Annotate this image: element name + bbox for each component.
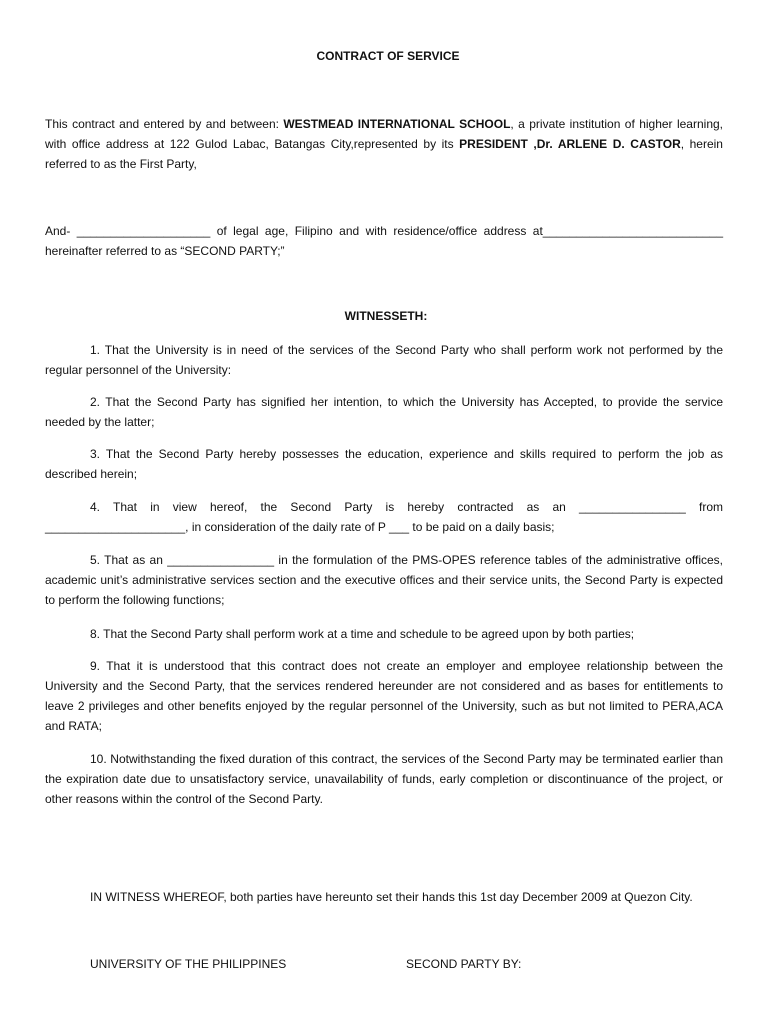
witnesseth-heading: WITNESSETH: xyxy=(344,309,428,323)
clause-1: 1. That the University is in need of the services of the Second Party who shall perform work not performed by the regular personnel of the University: xyxy=(45,343,723,377)
clause-3: 3. That the Second Party hereby possesses the education, experience and skills required to perform the job as described herein; xyxy=(45,447,723,481)
intro-paragraph xyxy=(45,114,723,174)
signature-right-label: SECOND PARTY BY: xyxy=(406,957,522,971)
clause-9: 9. That it is understood that this contract does not create an employer and employee relationship between the University and the Second Party, that the services rendered hereunder are not considered and as bases for entitlements to leave 2 privileges and other benefits enjoyed by the regular personnel of the University, such as but not limited to PERA,ACA and RATA; xyxy=(45,659,723,733)
school-name: WESTMEAD INTERNATIONAL SCHOOL xyxy=(283,117,511,131)
intro-text-1: This contract and entered by and between: xyxy=(45,117,284,131)
clause-2: 2. That the Second Party has signified her intention, to which the University has Accepted, to provide the service needed by the latter; xyxy=(45,395,723,429)
clause-10: 10. Notwithstanding the fixed duration of this contract, the services of the Second Party may be terminated earlier than the expiration date due to unsatisfactory service, unavailability of funds, early completion or discontinuance of the project, or other reasons within the control of the Second Party. xyxy=(45,752,723,806)
clause-5: 5. That as an ________________ in the formulation of the PMS-OPES reference tables of the administrative offices, academic unit’s administrative services section and the executive offices and their service units, the Second Party is expected to perform the following functions; xyxy=(45,553,723,607)
clause-4: 4. That in view hereof, the Second Party is hereby contracted as an ________________ from _____________________, in consideration of the daily rate of P ___ to be paid on a daily basis; xyxy=(45,500,723,534)
clause-8: 8. That the Second Party shall perform work at a time and schedule to be agreed upon by both parties; xyxy=(90,627,635,641)
signature-left-label: UNIVERSITY OF THE PHILIPPINES xyxy=(90,957,287,971)
president-name: PRESIDENT ,Dr. ARLENE D. CASTOR xyxy=(459,137,681,151)
second-party-paragraph: And- ____________________ of legal age, Filipino and with residence/office address at___________________________ hereinafter referred to as “SECOND PARTY;” xyxy=(45,224,723,258)
intro-text-2: , a private institution of higher learning, with office address at 122 Gulod Labac, Batangas City,represented by its xyxy=(45,117,723,151)
intro-text-3: , herein referred to as the First Party, xyxy=(45,137,723,171)
document-title: CONTRACT OF SERVICE xyxy=(316,49,460,63)
witness-whereof-line: IN WITNESS WHEREOF, both parties have hereunto set their hands this 1st day December 2009 at Quezon City. xyxy=(90,890,693,904)
